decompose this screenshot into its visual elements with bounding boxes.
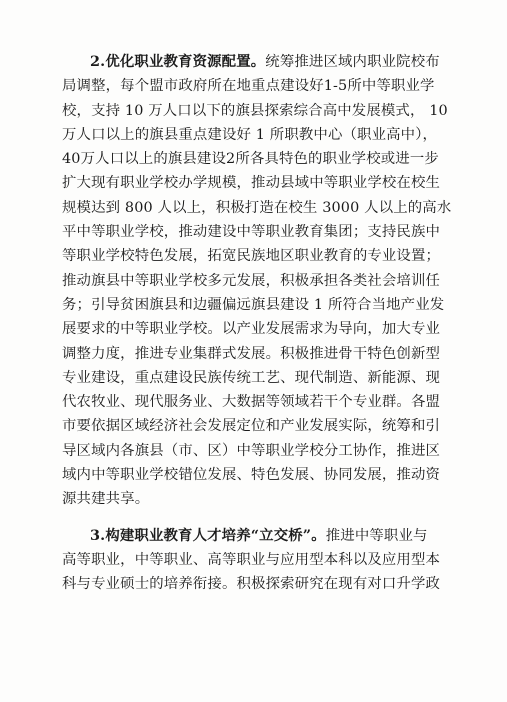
paragraph-line: 规模达到 800 人以上，积极打造在校生 3000 人以上的高水 [62,199,452,216]
section-heading: 2.优化职业教育资源配置。 [90,53,266,70]
paragraph-line: 代农牧业、现代服务业、大数据等领域若干个专业群。各盟 [62,394,441,411]
paragraph-line: 科与专业硕士的培养衔接。积极探索研究在现有对口升学政 [62,576,441,593]
body-text [62,50,452,597]
paragraph-line: 等职业学校特色发展，拓宽民族地区职业教育的专业设置； [62,248,441,265]
paragraph-line: 务；引导贫困旗县和边疆偏远旗县建设 1 所符合当地产业发 [62,296,445,313]
paragraph-line: 万人口以上的旗县重点建设好 1 所职教中心（职业高中）， [62,126,438,143]
paragraph-line: 高等职业，中等职业、高等职业与应用型本科以及应用型本 [62,551,441,568]
paragraph-line [62,50,446,74]
paragraph-line: 局调整，每个盟市政府所在地重点建设好1-5所中等职业学 [62,78,435,95]
paragraph-line: 专业建设，重点建设民族传统工艺、现代制造、新能源、现 [62,369,441,386]
paragraph-line: 校，支持 10 万人口以下的旗县探索综合高中发展模式， 10 [62,102,448,119]
paragraph-text: 推进中等职业与 [325,527,428,544]
paragraph-line: 域内中等职业学校错位发展、特色发展、协同发展，推动资 [62,467,441,484]
paragraph-line: 40万人口以上的旗县建设2所各具特色的职业学校或进一步 [62,151,439,168]
paragraph-line [62,524,446,548]
paragraph-gap [62,512,446,524]
paragraph-line: 扩大现有职业学校办学规模，推动县域中等职业学校在校生 [62,175,441,192]
paragraph-line: 推动旗县中等职业学校多元发展，积极承担各类社会培训任 [62,272,441,289]
paragraph-line: 市要依据区域经济社会发展定位和产业发展实际，统筹和引 [62,418,441,435]
section-heading: 3.构建职业教育人才培养“立交桥”。 [90,526,326,544]
paragraph-text: 统筹推进区域内职业院校布 [265,54,440,70]
paragraph-line: 调整力度，推进专业集群式发展。积极推进骨干特色创新型 [62,345,441,362]
paragraph-line: 平中等职业学校，推动建设中等职业教育集团；支持民族中 [62,224,441,241]
paragraph-line: 展要求的中等职业学校。以产业发展需求为导向，加大专业 [62,321,441,338]
paragraph-line: 导区域内各旗县（市、区）中等职业学校分工协作，推进区 [62,442,441,459]
paragraph-line: 源共建共享。 [62,491,150,508]
